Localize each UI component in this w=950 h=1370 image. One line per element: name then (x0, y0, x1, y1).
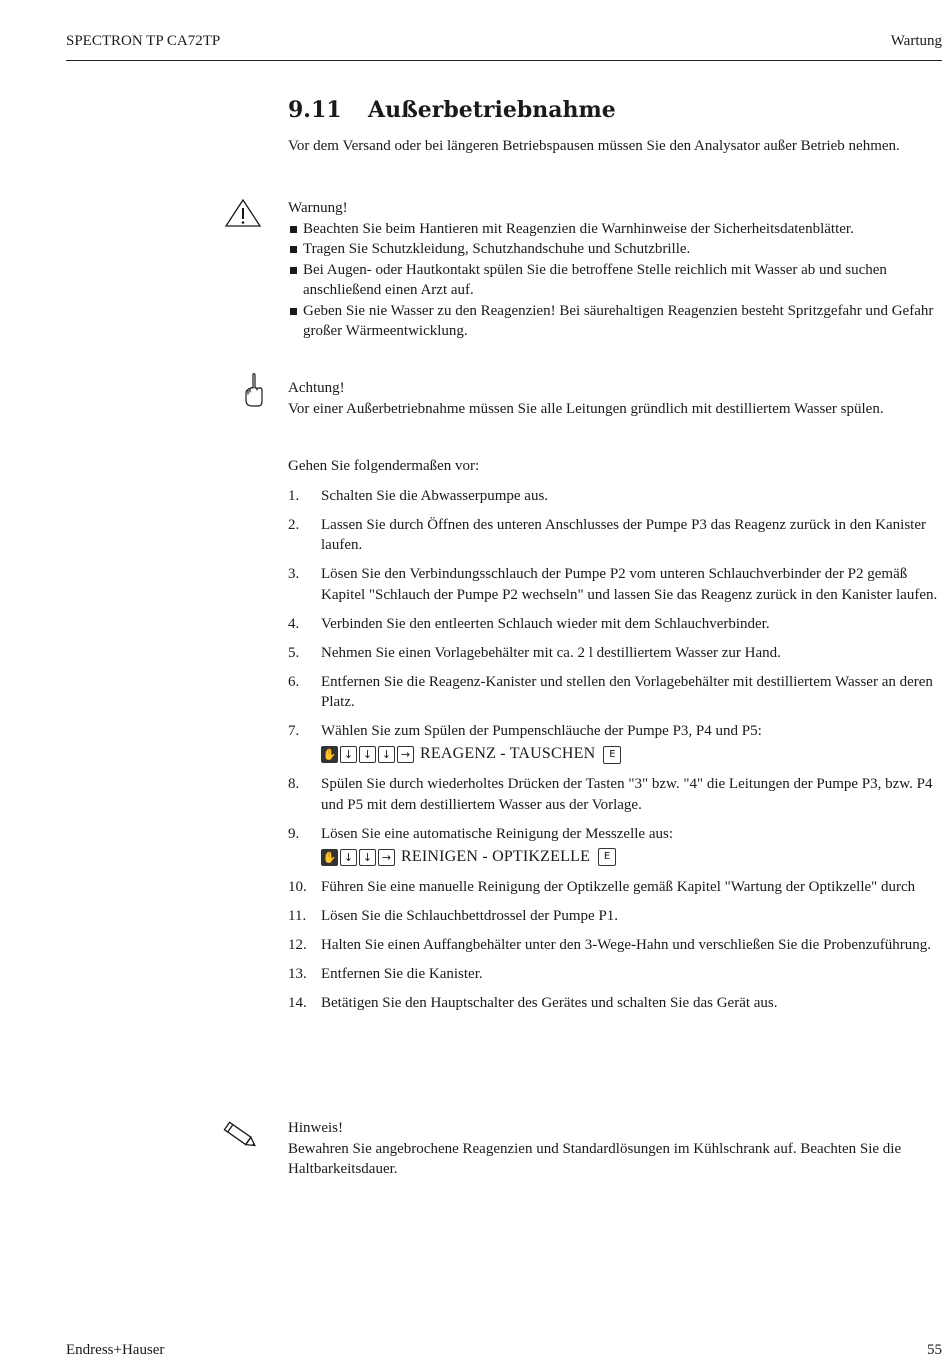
menu-path-label: REINIGEN - OPTIKZELLE (401, 847, 591, 865)
step-item (288, 877, 944, 898)
step-item (288, 564, 944, 605)
menu-key-sequence (321, 744, 944, 766)
arrow-right-key-icon: → (397, 746, 414, 763)
menu-hand-key-icon: ✋ (322, 850, 337, 864)
step-text: Halten Sie einen Auffangbehälter unter den 3-Wege-Hahn und verschließen Sie die Probenzuführung. (321, 936, 931, 953)
step-item (288, 486, 944, 507)
page-number: 55 (927, 1342, 942, 1358)
step-number: 7. (288, 723, 300, 739)
step-item (288, 774, 944, 815)
intro-paragraph: Vor dem Versand oder bei längeren Betriebspausen müssen Sie den Analysator außer Betrieb nehmen. (288, 138, 900, 154)
arrow-down-key-icon: ↓ (359, 746, 376, 763)
step-text: Lassen Sie durch Öffnen des unteren Anschlusses der Pumpe P3 das Reagenz zurück in den Kanister laufen. (321, 516, 926, 553)
step-number: 5. (288, 644, 300, 661)
warning-item: Geben Sie nie Wasser zu den Reagenzien! Bei säurehaltigen Reagenzien besteht Spritzgefahr und Gefahr großer Wärmeentwicklung. (288, 301, 944, 342)
step-text: Lösen Sie eine automatische Reinigung der Messzelle aus: (321, 825, 673, 842)
step-text: Führen Sie eine manuelle Reinigung der Optikzelle gemäß Kapitel "Wartung der Optikzelle" durch (321, 878, 916, 895)
step-text: Betätigen Sie den Hauptschalter des Gerätes und schalten Sie das Gerät aus. (321, 994, 778, 1011)
step-item (288, 964, 944, 985)
arrow-down-key-icon: ↓ (340, 849, 357, 866)
warning-triangle-icon (224, 198, 262, 228)
arrow-down-key-icon: ↓ (340, 746, 357, 763)
step-number: 14. (288, 994, 307, 1011)
step-text: Lösen Sie die Schlauchbettdrossel der Pumpe P1. (321, 907, 619, 924)
warning-item: Beachten Sie beim Hantieren mit Reagenzien die Warnhinweise der Sicherheitsdatenblätter. (288, 219, 944, 240)
section-title: Außerbetriebnahme (368, 97, 616, 123)
warning-block (288, 198, 944, 342)
step-text: Entfernen Sie die Kanister. (321, 965, 483, 982)
arrow-down-key-icon: ↓ (359, 849, 376, 866)
procedure-intro: Gehen Sie folgendermaßen vor: (288, 458, 480, 474)
arrow-down-key-icon: ↓ (378, 746, 395, 763)
step-text: Schalten Sie die Abwasserpumpe aus. (321, 487, 549, 504)
step-text: Spülen Sie durch wiederholtes Drücken der Tasten "3" bzw. "4" die Leitungen der Pumpe P3, bzw. P4 und P5 mit dem destilliertem Wasser aus der Vorlage. (321, 776, 933, 813)
menu-key-sequence (321, 846, 944, 868)
warning-item: Tragen Sie Schutzkleidung, Schutzhandschuhe und Schutzbrille. (288, 239, 944, 260)
pointing-hand-icon (242, 372, 266, 408)
step-number: 12. (288, 936, 307, 953)
header-product-name: SPECTRON TP CA72TP (66, 33, 221, 49)
step-text: Lösen Sie den Verbindungsschlauch der Pumpe P2 vom unteren Schlauchverbinder der P2 gemäß Kapitel "Schlauch der Pumpe P2 wechseln" und lassen Sie das Reagenz zurück in den Kanister laufen. (321, 566, 938, 603)
enter-key-icon: E (598, 848, 616, 866)
step-number: 2. (288, 516, 300, 533)
warning-title: Warnung! (288, 200, 348, 216)
caution-text: Vor einer Außerbetriebnahme müssen Sie alle Leitungen gründlich mit destilliertem Wasser spülen. (288, 400, 884, 417)
step-number: 6. (288, 673, 300, 690)
step-number: 1. (288, 487, 300, 504)
step-item (288, 721, 944, 766)
header-chapter-name: Wartung (890, 33, 942, 49)
step-list (288, 486, 944, 1014)
step-item (288, 824, 944, 869)
caution-title: Achtung! (288, 380, 345, 396)
step-item (288, 993, 944, 1014)
step-item (288, 906, 944, 927)
step-number: 9. (288, 825, 300, 842)
footer-company: Endress+Hauser (66, 1342, 165, 1358)
step-item (288, 515, 944, 556)
step-text: Wählen Sie zum Spülen der Pumpenschläuche der Pumpe P3, P4 und P5: (321, 723, 762, 739)
menu-hand-key-icon: ✋ (322, 748, 337, 761)
arrow-right-key-icon: → (378, 849, 395, 866)
step-number: 13. (288, 965, 307, 982)
pencil-icon (218, 1120, 260, 1150)
step-text: Verbinden Sie den entleerten Schlauch wieder mit dem Schlauchverbinder. (321, 615, 770, 632)
menu-path-label: REAGENZ - TAUSCHEN (420, 745, 596, 763)
section-heading (288, 97, 616, 123)
step-number: 3. (288, 566, 300, 582)
step-number: 4. (288, 615, 300, 632)
step-number: 11. (288, 907, 307, 924)
header-divider (66, 60, 942, 61)
procedure (288, 456, 944, 1022)
section-number: 9.11 (288, 97, 342, 123)
warning-item: Bei Augen- oder Hautkontakt spülen Sie die betroffene Stelle reichlich mit Wasser ab und suchen anschließend einen Arzt auf. (288, 260, 944, 301)
step-item (288, 614, 944, 635)
note-title: Hinweis! (288, 1120, 343, 1136)
step-number: 10. (288, 878, 307, 895)
warning-list (288, 219, 944, 342)
caution-block (288, 378, 944, 419)
step-text: Nehmen Sie einen Vorlagebehälter mit ca. 2 l destilliertem Wasser zur Hand. (321, 644, 781, 661)
step-item (288, 672, 944, 713)
note-text: Bewahren Sie angebrochene Reagenzien und Standardlösungen im Kühlschrank auf. Beachten Sie die Haltbarkeitsdauer. (288, 1140, 902, 1177)
step-item (288, 935, 944, 956)
step-item (288, 643, 944, 664)
step-text: Entfernen Sie die Reagenz-Kanister und stellen den Vorlagebehälter mit destilliertem Wasser an deren Platz. (321, 673, 933, 710)
step-number: 8. (288, 776, 300, 792)
enter-key-icon: E (603, 746, 621, 764)
note-block (288, 1118, 944, 1180)
